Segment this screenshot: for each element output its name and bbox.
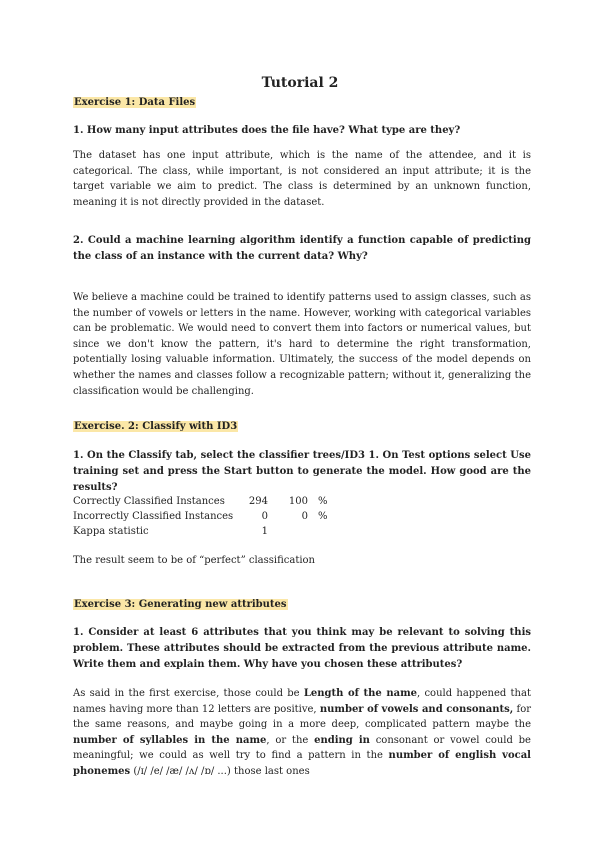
- answer-text: consonant or vowel could be meaningful; we could as well try to find a pattern in the: [73, 734, 531, 762]
- stats-label: Incorrectly Classified Instances: [73, 511, 234, 522]
- answer-text: (/ɪ/ /e/ /æ/ /ʌ/ /ɒ/ ...) those last ones: [130, 765, 310, 777]
- exercise-2-result: The result seem to be of “perfect” classification: [73, 555, 315, 566]
- exercise-3-question-1: 1. Consider at least 6 attributes that you think may be relevant to solving this problem. These attributes should be extracted from the previous attribute name. Write them and explain them. Why have you chosen these attributes?: [73, 627, 531, 670]
- exercise-2-question-1: 1. On the Classify tab, select the classifier trees/ID3 1. On Test options select Use training set and press the Start button to generate the model. How good are the results?: [73, 450, 531, 493]
- answer-bold: Length of the name: [303, 688, 418, 699]
- stats-unit: %: [318, 496, 328, 507]
- exercise-2-heading: [73, 420, 238, 434]
- stats-unit: %: [318, 511, 328, 522]
- answer-text: , or the: [266, 734, 315, 746]
- stats-label: Correctly Classified Instances: [73, 496, 225, 507]
- stats-count: 294: [248, 496, 268, 507]
- stats-count: 1: [261, 526, 268, 537]
- exercise-1-question-2: 2. Could a machine learning algorithm identify a function capable of predicting the class of an instance with the current data? Why?: [73, 235, 531, 262]
- answer-bold: number of vowels and consonants,: [319, 703, 514, 715]
- answer-text: for the same reasons, and maybe going in a more deep, complicated pattern maybe the: [73, 703, 531, 731]
- exercise-1-answer-1: The dataset has one input attribute, which is the name of the attendee, and it is categorical. The class, while important, is not considered an input attribute; it is the target variable we aim to predict. The class is determined by an unknown function, meaning it is not directly provided in the dataset.: [73, 150, 531, 208]
- stats-row-kappa: [73, 524, 373, 539]
- exercise-2-heading-text: Exercise. 2: Classify with ID3: [74, 421, 238, 432]
- stats-percent: 100: [288, 496, 308, 507]
- stats-row-correct: [73, 494, 373, 509]
- stats-row-incorrect: [73, 509, 373, 524]
- answer-text: As said in the first exercise, those could be: [73, 688, 304, 699]
- answer-bold: ending in: [314, 734, 370, 746]
- exercise-3-heading-text: Exercise 3: Generating new attributes: [74, 599, 287, 610]
- exercise-3-answer-1: [73, 686, 531, 780]
- exercise-1-question-1: 1. How many input attributes does the file have? What type are they?: [73, 125, 461, 136]
- stats-percent: 0: [301, 511, 308, 522]
- exercise-3-heading: [73, 598, 288, 612]
- answer-bold: number of english vocal phonemes: [73, 750, 531, 777]
- exercise-1-answer-2: We believe a machine could be trained to identify patterns used to assign classes, such as the number of vowels or letters in the name. However, working with categorical variables can be problematic. We would need to convert them into factors or numerical values, but since we don't know the pattern, it's hard to determine the right transformation, potentially losing valuable information. Ultimately, the success of the model depends on whether the names and classes follow a recognizable pattern; without it, generalizing the classification would be challenging.: [73, 292, 531, 397]
- exercise-1-heading: [73, 96, 196, 110]
- answer-text: , could happened that names having more than 12 letters are positive,: [73, 688, 531, 715]
- document-title: Tutorial 2: [261, 75, 339, 91]
- exercise-1-heading-text: Exercise 1: Data Files: [74, 97, 196, 108]
- stats-label: Kappa statistic: [73, 526, 149, 537]
- stats-count: 0: [261, 511, 268, 522]
- answer-bold: number of syllables in the name: [73, 734, 267, 746]
